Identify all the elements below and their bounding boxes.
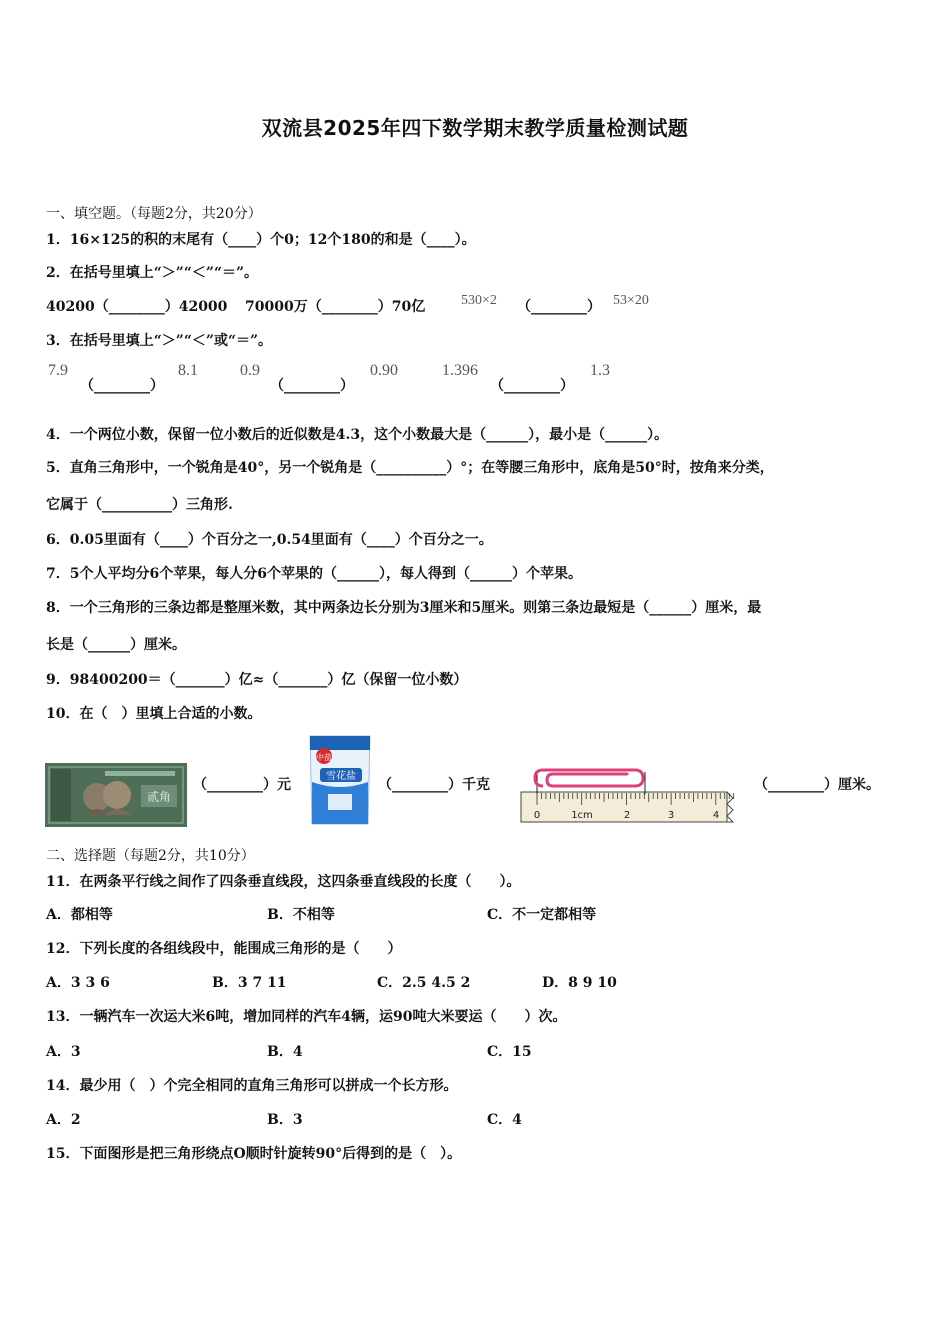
paperclip-ruler-image xyxy=(519,764,739,824)
salt-brand: 中盐 xyxy=(316,753,332,762)
q3-a-right: 8.1 xyxy=(178,362,198,379)
q13-option-b[interactable]: B．4 xyxy=(267,1044,303,1060)
q14-option-c[interactable]: C．4 xyxy=(487,1112,522,1128)
question-8-line2: 长是（______）厘米。 xyxy=(46,637,186,653)
q12-option-b[interactable]: B．3 7 11 xyxy=(212,975,287,991)
question-5-line2: 它属于（__________）三角形. xyxy=(46,497,233,513)
salt-label: 雪花盐 xyxy=(326,771,356,782)
question-9: 9．98400200＝（_______）亿≈（_______）亿（保留一位小数） xyxy=(46,672,468,688)
banknote-image xyxy=(45,763,187,827)
q11-option-a[interactable]: A．都相等 xyxy=(46,907,113,923)
question-8-line1: 8．一个三角形的三条边都是整厘米数，其中两条边长分别为3厘米和5厘米。则第三条边最短是（______）厘米，最 xyxy=(46,600,762,616)
question-3: 3．在括号里填上“＞”“＜”或“＝”。 xyxy=(46,333,273,349)
q13-option-c[interactable]: C．15 xyxy=(487,1044,532,1060)
ruler-label-4: 4 xyxy=(712,810,720,821)
ruler-label-2: 2 xyxy=(623,810,631,821)
q3-a-blank: （________） xyxy=(80,378,164,394)
ruler-label-3: 3 xyxy=(667,810,675,821)
q3-b-left: 0.9 xyxy=(240,362,260,379)
q3-c-left: 1.396 xyxy=(442,362,478,379)
q3-c-right: 1.3 xyxy=(590,362,610,379)
q3-a-left: 7.9 xyxy=(48,362,68,379)
question-1: 1．16×125的积的末尾有（____）个0；12个180的和是（____）。 xyxy=(46,232,476,248)
q2-item-c-left: 530×2 xyxy=(461,293,497,308)
question-7: 7．5个人平均分6个苹果，每人分6个苹果的（______），每人得到（______）个苹果。 xyxy=(46,566,582,582)
q12-option-d[interactable]: D．8 9 10 xyxy=(542,975,617,991)
q3-b-right: 0.90 xyxy=(370,362,398,379)
question-13: 13．一辆汽车一次运大米6吨，增加同样的汽车4辆，运90吨大米要运（ ）次。 xyxy=(46,1009,567,1025)
ruler-label-1: 1cm xyxy=(571,810,593,821)
q14-option-b[interactable]: B．3 xyxy=(267,1112,303,1128)
page-title: 双流县2025年四下数学期末教学质量检测试题 xyxy=(261,116,689,140)
q3-b-blank: （________） xyxy=(270,378,354,394)
question-12: 12．下列长度的各组线段中，能围成三角形的是（ ） xyxy=(46,941,402,957)
q10-blank-1: （________）元 xyxy=(193,777,291,793)
q12-option-c[interactable]: C．2.5 4.5 2 xyxy=(377,975,471,991)
q12-option-a[interactable]: A．3 3 6 xyxy=(46,975,110,991)
section1-heading: 一、填空题。（每题2分，共20分） xyxy=(46,206,262,222)
banknote-text: 贰角 xyxy=(146,790,172,804)
q2-item-b: 70000万（________）70亿 xyxy=(245,299,426,315)
q2-item-c-right: 53×20 xyxy=(613,293,649,308)
question-14: 14．最少用（ ）个完全相同的直角三角形可以拼成一个长方形。 xyxy=(46,1078,458,1094)
question-10: 10．在（ ）里填上合适的小数。 xyxy=(46,706,262,722)
question-4: 4．一个两位小数，保留一位小数后的近似数是4.3，这个小数最大是（______），最小是（______）。 xyxy=(46,427,669,443)
q13-option-a[interactable]: A．3 xyxy=(46,1044,81,1060)
q2-item-a: 40200（________）42000 xyxy=(46,299,228,315)
ruler-label-0: 0 xyxy=(533,810,541,821)
section2-heading: 二、选择题（每题2分，共10分） xyxy=(46,848,255,864)
salt-bag-image xyxy=(306,732,374,828)
q10-blank-3: （________）厘米。 xyxy=(754,777,880,793)
q3-c-blank: （________） xyxy=(490,378,574,394)
q2-item-c-blank: （________） xyxy=(517,299,601,315)
question-5-line1: 5．直角三角形中，一个锐角是40°，另一个锐角是（__________）°；在等腰三角形中，底角是50°时，按角来分类， xyxy=(46,460,774,476)
question-15: 15．下面图形是把三角形绕点O顺时针旋转90°后得到的是（ ）。 xyxy=(46,1146,462,1162)
question-11: 11．在两条平行线之间作了四条垂直线段，这四条垂直线段的长度（ ）。 xyxy=(46,874,521,890)
question-6: 6．0.05里面有（____）个百分之一,0.54里面有（____）个百分之一。 xyxy=(46,532,493,548)
q14-option-a[interactable]: A．2 xyxy=(46,1112,81,1128)
q11-option-c[interactable]: C．不一定都相等 xyxy=(487,907,597,923)
question-2: 2．在括号里填上“＞”“＜”“＝”。 xyxy=(46,265,259,281)
q11-option-b[interactable]: B．不相等 xyxy=(267,907,335,923)
q10-blank-2: （________）千克 xyxy=(378,777,490,793)
